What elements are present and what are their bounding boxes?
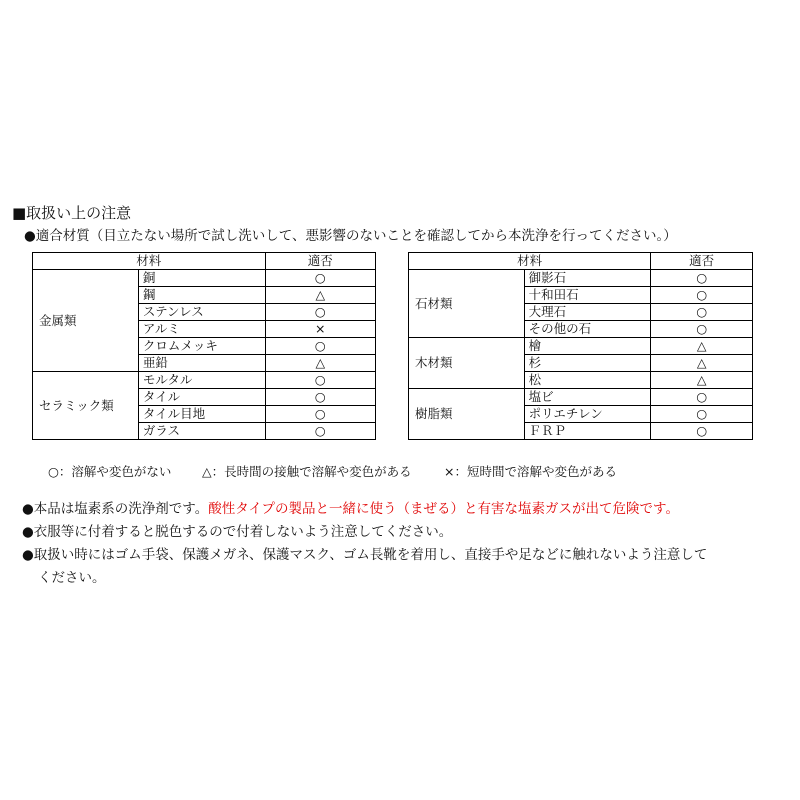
material-name-cell: タイル [138, 389, 265, 406]
suitability-mark-cell: ○ [651, 389, 753, 406]
suitability-mark-cell: ○ [651, 423, 753, 440]
category-cell: 樹脂類 [409, 389, 525, 440]
category-cell: 石材類 [409, 270, 525, 338]
table-row [409, 270, 753, 287]
category-cell: セラミック類 [33, 372, 139, 440]
section-heading: ■取扱い上の注意 [12, 204, 132, 222]
suitability-mark-cell: ○ [265, 406, 375, 423]
suitability-mark-cell: ○ [265, 270, 375, 287]
suitability-mark-cell: ○ [651, 270, 753, 287]
material-name-cell: ガラス [138, 423, 265, 440]
material-name-cell: 銅 [138, 270, 265, 287]
suitable-materials-intro: ●適合材質（目立たない場所で試し洗いして、悪影響のないことを確認してから本洗浄を行ってください。） [24, 228, 677, 244]
legend-short: ×：短時間で溶解や変色がある [444, 464, 617, 479]
table-row [409, 338, 753, 355]
note-protective-gear-cont: ください。 [38, 570, 106, 586]
table-row [409, 389, 753, 406]
material-name-cell: 鋼 [138, 287, 265, 304]
materials-table-right [408, 252, 753, 440]
suitability-mark-cell: △ [265, 355, 375, 372]
suitability-mark-cell: ○ [651, 287, 753, 304]
note-bleaching: ●衣服等に付着すると脱色するので付着しないよう注意してください。 [22, 524, 453, 540]
suitability-mark-cell: ○ [651, 321, 753, 338]
note-chlorine [22, 498, 707, 521]
material-name-cell: 大理石 [524, 304, 651, 321]
material-name-cell: 塩ビ [524, 389, 651, 406]
suitability-mark-cell: × [265, 321, 375, 338]
suitability-mark-cell: ○ [265, 423, 375, 440]
legend-ok: ○：溶解や変色がない [48, 464, 172, 479]
table-row [33, 372, 376, 389]
material-name-cell: 御影石 [524, 270, 651, 287]
material-name-cell: 松 [524, 372, 651, 389]
material-name-cell: ステンレス [138, 304, 265, 321]
suitability-mark-cell: ○ [265, 304, 375, 321]
suitability-mark-cell: △ [651, 355, 753, 372]
category-cell: 木材類 [409, 338, 525, 389]
note-chlorine-warning: 酸性タイプの製品と一緒に使う（まぜる）と有害な塩素ガスが出て危険です。 [208, 501, 679, 517]
material-name-cell: 亜鉛 [138, 355, 265, 372]
material-name-cell: その他の石 [524, 321, 651, 338]
header-material: 材料 [33, 253, 266, 270]
suitability-mark-cell: ○ [265, 372, 375, 389]
suitability-mark-cell: △ [265, 287, 375, 304]
suitability-mark-cell: △ [651, 338, 753, 355]
note-protective-gear: ●取扱い時にはゴム手袋、保護メガネ、保護マスク、ゴム長靴を着用し、直接手や足などに触れないよう注意して [22, 547, 708, 563]
suitability-mark-cell: ○ [265, 389, 375, 406]
material-name-cell: アルミ [138, 321, 265, 338]
material-name-cell: ＦＲＰ [524, 423, 651, 440]
material-name-cell: タイル目地 [138, 406, 265, 423]
category-cell: 金属類 [33, 270, 139, 372]
header-suitability: 適否 [651, 253, 753, 270]
material-name-cell: クロムメッキ [138, 338, 265, 355]
suitability-mark-cell: ○ [651, 304, 753, 321]
material-name-cell: 杉 [524, 355, 651, 372]
table-row [33, 270, 376, 287]
legend-long: △：長時間の接触で溶解や変色がある [202, 464, 412, 479]
material-name-cell: 檜 [524, 338, 651, 355]
suitability-mark-cell: ○ [651, 406, 753, 423]
header-suitability: 適否 [265, 253, 375, 270]
material-name-cell: モルタル [138, 372, 265, 389]
material-name-cell: ポリエチレン [524, 406, 651, 423]
materials-table-left [32, 252, 376, 440]
material-name-cell: 十和田石 [524, 287, 651, 304]
note-chlorine-text: ●本品は塩素系の洗浄剤です。 [22, 501, 209, 517]
suitability-mark-cell: ○ [265, 338, 375, 355]
header-material: 材料 [409, 253, 651, 270]
caution-notes [22, 498, 707, 590]
suitability-mark-cell: △ [651, 372, 753, 389]
